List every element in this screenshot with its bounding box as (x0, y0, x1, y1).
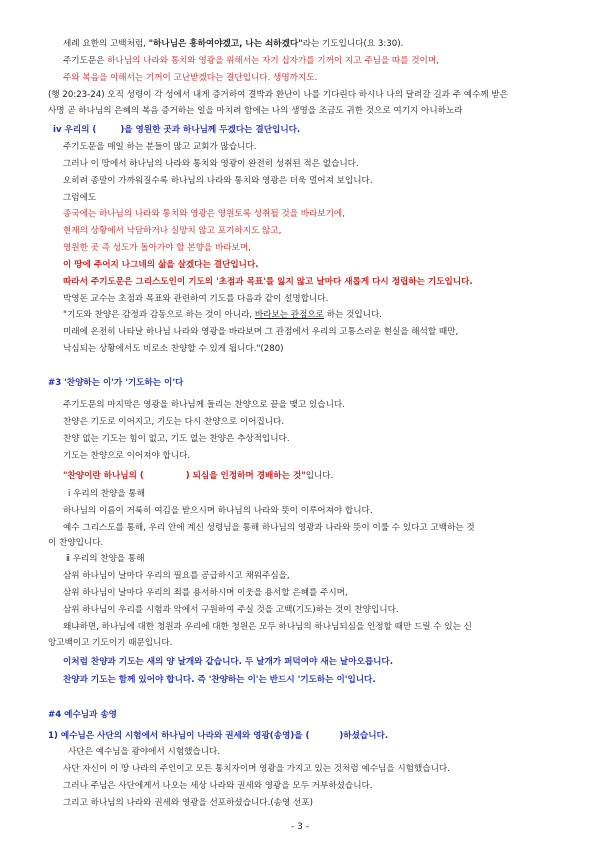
paragraph: 그러나 주님은 사단에게서 나오는 세상 나라와 권세와 영광을 모두 거부하셨습니다. (63, 781, 373, 791)
blank-field (309, 731, 339, 741)
paragraph: 그리고 하나님의 나라와 권세와 영광을 선포하셨습니다.(송영 선포) (63, 798, 313, 808)
quote-line: "기도와 찬양은 감정과 감동으로 하는 것이 아니라, 바라보는 관점으로 하는 것입니다. (63, 310, 383, 320)
paragraph: 오히려 종말이 가까워질수록 하나님의 나라와 통치와 영광은 더욱 멀어져 보입니다. (63, 176, 373, 186)
acts-quote-line-2: 사명 곧 하나님의 은혜의 복음 증거하는 일을 마치려 함에는 나의 생명을 조금도 귀한 것으로 여기지 아니하노라 (48, 106, 463, 116)
section-4-heading: #4 예수님과 송영 (48, 710, 117, 720)
paragraph: 앙고백이고 기도이기 때문입니다. (48, 638, 173, 648)
section-3-heading: #3 '찬양하는 이'가 '기도하는 이'다 (48, 378, 184, 388)
resolve-line: 이 땅에 주어지 나그네의 삶을 살겠다는 결단입니다. (63, 260, 259, 270)
paragraph: 사단 자신이 이 땅 나라의 주인이고 모든 통치자이며 영광을 가지고 있는 것처럼 예수님을 시험했습니다. (63, 764, 450, 774)
resolve-line: 종국에는 하나님의 나라와 통치와 영광은 영원토록 성취될 것을 바라보기에, (63, 209, 345, 219)
paragraph: 찬양은 기도로 이어지고, 기도는 다시 찬양으로 이어집니다. (63, 417, 285, 427)
blank-field (96, 125, 120, 135)
paragraph: 예수 그리스도를 통해, 우리 안에 계신 성령님을 통해 하나님의 영광과 나라와 뜻이 이룰 수 있다고 고백하는 것 (63, 523, 475, 533)
intro-line-2: 주기도문은 하나님의 나라와 통치와 영광을 위해서는 자기 십자가를 기꺼이 지고 주님을 따를 것이며, (63, 56, 439, 66)
resolve-line: 현재의 상황에서 낙담하거나 실망치 않고 포기하지도 않고, (63, 226, 282, 236)
paragraph: 하나님의 이름이 거룩히 여김을 받으시며 하나님의 나라와 뜻이 이루어져야 합니다. (63, 506, 373, 516)
paragraph: 주기도문을 매일 하는 분들이 많고 교회가 많습니다. (63, 142, 257, 152)
quote-line: 미래에 온전히 나타날 하나님 나라와 영광을 바라보며 그 관점에서 우리의 고통스러운 현실을 해석할 때만, (63, 327, 459, 337)
resolve-line: 영원한 곳 즉 성도가 돌아가야 할 본향을 바라보며, (63, 243, 251, 253)
point-1-heading: 1) 예수님은 사단의 시험에서 하나님이 나라와 권세와 영광(송영)을 ( )하셨습니다. (48, 731, 389, 741)
subheading-ii: ⅱ 우리의 찬양을 통해 (66, 554, 145, 564)
subheading-i: ⅰ 우리의 찬양을 통해 (68, 489, 145, 499)
wings-line: 이처럼 찬양과 기도는 새의 양 날개와 같습니다. 두 날개가 퍼덕여야 새는 날아오릅니다. (63, 657, 393, 667)
intro-line-1: 세례 요한의 고백처럼, "하나님은 흥하여야겠고, 나는 쇠하겠다"라는 기도입니다(요 3:30). (63, 39, 404, 49)
blank-field (144, 471, 186, 481)
paragraph: 이 찬양입니다. (48, 538, 104, 548)
paragraph: 왜냐하면, 하나님에 대한 청원과 우리에 대한 청원은 모두 하나님의 하나님되심을 인정할 때만 드릴 수 있는 신 (63, 622, 472, 632)
paragraph: 기도는 찬양으로 이어져야 합니다. (63, 451, 191, 461)
praise-definition: "찬양이란 하나님의 ( ) 되심을 인정하며 경배하는 것"입니다. (63, 471, 334, 481)
paragraph: 그럼에도 (63, 193, 97, 203)
quote-line: 낙심되는 상황에서도 비로소 찬양할 수 있게 됩니다."(280) (63, 344, 284, 354)
summary-line: 따라서 주기도문은 그리스도인이 기도의 '초점과 목표'를 잃지 않고 날마다 새롭게 다시 정립하는 기도입니다. (63, 277, 473, 287)
paragraph: 찬양 없는 기도는 힘이 없고, 기도 없는 찬양은 추상적입니다. (63, 434, 290, 444)
page-number: - 3 - (291, 822, 309, 832)
paragraph: 삼위 하나님이 우리를 시험과 악에서 구원하여 주실 것을 고백(기도)하는 것이 찬양입니다. (63, 605, 399, 615)
paragraph: 그러나 이 땅에서 하나님의 나라와 통치와 영광이 완전히 성취된 적은 없습니다. (63, 159, 359, 169)
paragraph: 삼위 하나님이 날마다 우리의 죄를 용서하시며 이웃을 용서할 은혜를 주시며, (63, 588, 348, 598)
section-iv-heading: iv 우리의 ( )을 영원한 곳과 하나님께 두겠다는 결단입니다. (53, 125, 301, 135)
acts-quote-line-1: (행 20:23-24) 오직 성령이 각 성에서 내게 증거하여 결박과 환난이 나를 기다린다 하시나 나의 달려갈 길과 주 예수께 받은 (48, 90, 508, 100)
paragraph: 삼위 하나님이 날마다 우리의 필요를 공급하시고 채워주심을, (63, 571, 290, 581)
quote-intro: 박영돈 교수는 초점과 목표와 관련하여 기도를 다음과 같이 설명합니다. (63, 294, 329, 304)
paragraph: 주기도문의 마지막은 영광을 하나님께 돌리는 찬양으로 끝을 맺고 있습니다. (63, 400, 345, 410)
wings-line: 찬양과 기도는 함께 있어야 합니다. 즉 '찬양하는 이'는 반드시 '기도하는 이'입니다. (63, 675, 376, 685)
intro-line-3: 주와 복음을 이해서는 기꺼이 고난받겠다는 결단입니다. 생명까지도. (63, 73, 318, 83)
paragraph: 사단은 예수님을 광야에서 시험했습니다. (68, 747, 221, 757)
